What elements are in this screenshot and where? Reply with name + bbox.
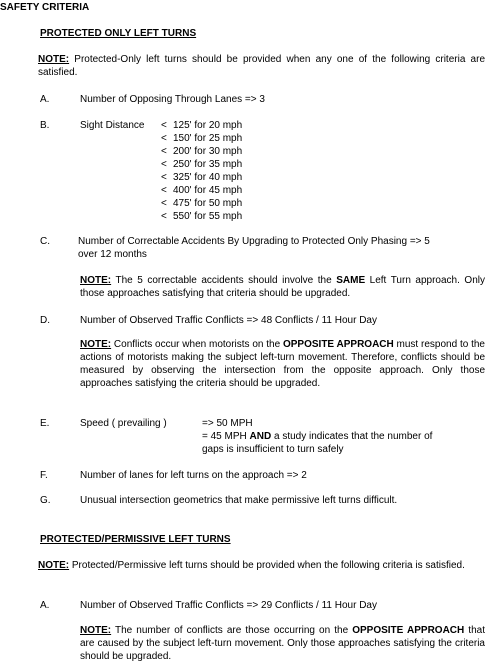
section-note-protected-only <box>38 53 485 79</box>
sight-distance-row <box>161 132 242 145</box>
pp-item-letter-a: A. <box>40 600 50 611</box>
page-title: SAFETY CRITERIA <box>0 2 90 13</box>
item-text-c-line2: over 12 months <box>78 249 147 260</box>
note-label: NOTE: <box>80 275 112 286</box>
item-text-g: Unusual intersection geometrics that make permissive left turns difficult. <box>80 495 398 506</box>
item-text-c-line1: Number of Correctable Accidents By Upgrading to Protected Only Phasing => 5 <box>78 236 430 247</box>
note-text: Protected-Only left turns should be provided when any one of the following criteria are satisfied. <box>38 54 485 78</box>
sight-distance-row <box>161 171 242 184</box>
item-text-d: Number of Observed Traffic Conflicts => 48 Conflicts / 11 Hour Day <box>80 315 377 326</box>
item-letter-b: B. <box>40 120 50 131</box>
sight-distance-value: 150' for 25 mph <box>173 133 243 144</box>
sight-distance-value: 200' for 30 mph <box>173 146 243 157</box>
less-than-symbol: < <box>161 159 167 170</box>
item-note-d <box>80 338 485 390</box>
pp-item-note-a <box>80 624 485 663</box>
less-than-symbol: < <box>161 185 167 196</box>
sight-distance-row <box>161 158 242 171</box>
note-label: NOTE: <box>38 54 70 65</box>
note-keyword: OPPOSITE APPROACH <box>282 339 394 350</box>
item-letter-g: G. <box>40 495 51 506</box>
item-e-line1: => 50 MPH <box>202 418 253 429</box>
sight-distance-row <box>161 197 242 210</box>
note-text-post: that are caused by the subject left-turn movement. Only those approaches satisfying the criteria should be upgraded. <box>80 625 485 662</box>
less-than-symbol: < <box>161 198 167 209</box>
section-note-protected-permissive <box>38 559 485 572</box>
less-than-symbol: < <box>161 172 167 183</box>
item-label-e: Speed ( prevailing ) <box>80 418 167 429</box>
item-letter-a: A. <box>40 94 50 105</box>
sight-distance-value: 550' for 55 mph <box>173 211 243 222</box>
note-label: NOTE: <box>80 339 112 350</box>
item-letter-e: E. <box>40 418 50 429</box>
sight-distance-row <box>161 210 242 223</box>
item-label-b: Sight Distance <box>80 120 145 131</box>
section-heading-protected-permissive: PROTECTED/PERMISSIVE LEFT TURNS <box>40 534 231 545</box>
note-keyword: SAME <box>336 275 366 286</box>
item-letter-d: D. <box>40 315 50 326</box>
note-keyword: OPPOSITE APPROACH <box>352 625 465 636</box>
item-text-f: Number of lanes for left turns on the approach => 2 <box>80 470 307 481</box>
note-label: NOTE: <box>80 625 112 636</box>
item-e-line3: gaps is insufficient to turn safely <box>202 444 344 455</box>
section-heading-protected-only: PROTECTED ONLY LEFT TURNS <box>40 28 197 39</box>
sight-distance-value: 125' for 20 mph <box>173 120 243 131</box>
note-text-post: Left Turn approach. Only those approaches satisfying that criteria should be upgraded. <box>80 275 485 299</box>
item-letter-f: F. <box>40 470 48 481</box>
item-e-line2-pre: = 45 MPH <box>202 431 250 442</box>
item-letter-c: C. <box>40 236 50 247</box>
item-e-line2 <box>202 430 432 443</box>
sight-distance-value: 400' for 45 mph <box>173 185 243 196</box>
item-e-line2-post: a study indicates that the number of <box>271 431 433 442</box>
item-note-c <box>80 274 485 300</box>
less-than-symbol: < <box>161 146 167 157</box>
item-e-line2-keyword: AND <box>249 431 272 442</box>
item-text-a: Number of Opposing Through Lanes => 3 <box>80 94 265 105</box>
note-text-pre: The number of conflicts are those occurring on the <box>111 625 353 636</box>
sight-distance-row <box>161 184 242 197</box>
note-text-post: must respond to the actions of motorists making the subject left-turn movement. Therefore, conflicts should be measured by observing the intersection from the opposite approach. Only those approaches satisfying the criteria should be upgraded. <box>80 339 485 389</box>
sight-distance-row <box>161 119 242 132</box>
pp-item-text-a: Number of Observed Traffic Conflicts => 29 Conflicts / 11 Hour Day <box>80 600 377 611</box>
note-label: NOTE: <box>38 560 70 571</box>
less-than-symbol: < <box>161 133 167 144</box>
note-text-pre: Conflicts occur when motorists on the <box>111 339 283 350</box>
sight-distance-value: 325' for 40 mph <box>173 172 243 183</box>
less-than-symbol: < <box>161 120 167 131</box>
sight-distance-value: 250' for 35 mph <box>173 159 243 170</box>
sight-distance-value: 475' for 50 mph <box>173 198 243 209</box>
less-than-symbol: < <box>161 211 167 222</box>
sight-distance-row <box>161 145 242 158</box>
note-text-pre: The 5 correctable accidents should involve the <box>111 275 337 286</box>
note-text: Protected/Permissive left turns should be provided when the following criteria is satisfied. <box>69 560 465 571</box>
